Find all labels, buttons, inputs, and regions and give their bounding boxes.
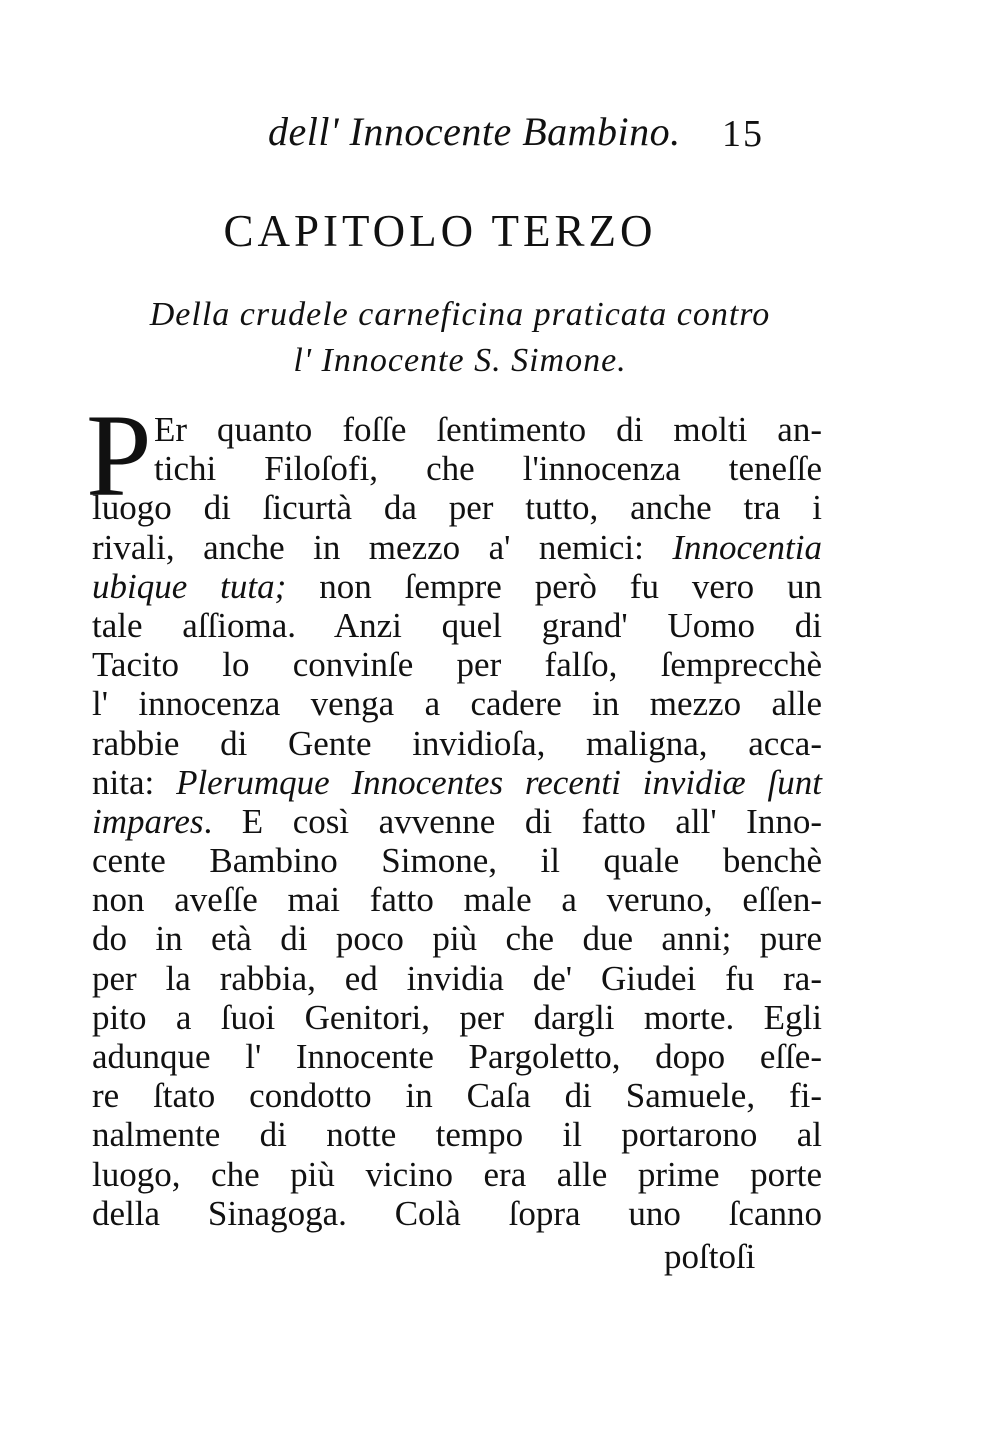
text-segment: non ſempre però fu vero un (319, 566, 822, 606)
text-line (92, 763, 822, 802)
latin-quote: Plerumque Innocentes recenti invidiæ ſunt (176, 762, 822, 802)
latin-quote: Innocentia (672, 527, 823, 567)
text-line (92, 528, 822, 567)
text-segment: . E così avvenne di fatto all' Inno- (203, 801, 822, 841)
text-line (92, 802, 822, 841)
text-line: l' innocenza venga a cadere in mezzo alle (92, 684, 822, 724)
chapter-subtitle (80, 292, 840, 384)
text-line: della Sinagoga. Colà ſopra uno ſcanno (92, 1193, 822, 1233)
page-number: 15 (722, 113, 764, 155)
text-line: luogo di ſicurtà da per tutto, anche tra i (92, 488, 822, 528)
text-line: rabbie di Gente invidioſa, maligna, acca- (92, 723, 822, 763)
text-line: re ſtato condotto in Caſa di Samuele, fi- (92, 1076, 822, 1116)
text-line: adunque l' Innocente Pargoletto, dopo eſſe- (92, 1037, 822, 1076)
drop-cap: P (86, 390, 152, 521)
latin-quote: ubique tuta; (92, 566, 287, 606)
text-line (92, 567, 822, 606)
text-line: Er quanto foſſe ſentimento di molti an- (154, 410, 822, 449)
subtitle-line: Della crudele carneficina praticata contro (149, 296, 771, 333)
text-line: do in età di poco più che due anni; pure (92, 919, 822, 959)
chapter-title: CAPITOLO TERZO (223, 206, 657, 256)
catchword: poſtoſi (664, 1237, 756, 1276)
text-line: tichi Filoſofi, che l'innocenza teneſſe (154, 449, 822, 489)
latin-quote: impares (92, 801, 204, 841)
text-segment: nita: (92, 762, 155, 802)
text-line: tale aſſioma. Anzi quel grand' Uomo di (92, 605, 822, 645)
text-line: nalmente di notte tempo il portarono al (92, 1115, 822, 1155)
text-line: per la rabbia, ed invidia de' Giudei fu ra- (92, 958, 822, 998)
text-line: luogo, che più vicino era alle prime porte (92, 1154, 822, 1194)
text-line: cente Bambino Simone, il quale benchè (92, 841, 822, 881)
text-line: pito a ſuoi Genitori, per dargli morte. Egli (92, 997, 822, 1037)
text-line: Tacito lo convinſe per falſo, ſemprecchè (92, 645, 822, 685)
subtitle-line: l' Innocente S. Simone. (293, 342, 627, 379)
running-head: dell' Innocente Bambino. (268, 109, 681, 154)
body-text (92, 410, 822, 1233)
text-segment: rivali, anche in mezzo a' nemici: (92, 527, 644, 567)
text-line: non aveſſe mai fatto male a veruno, eſſen- (92, 880, 822, 920)
